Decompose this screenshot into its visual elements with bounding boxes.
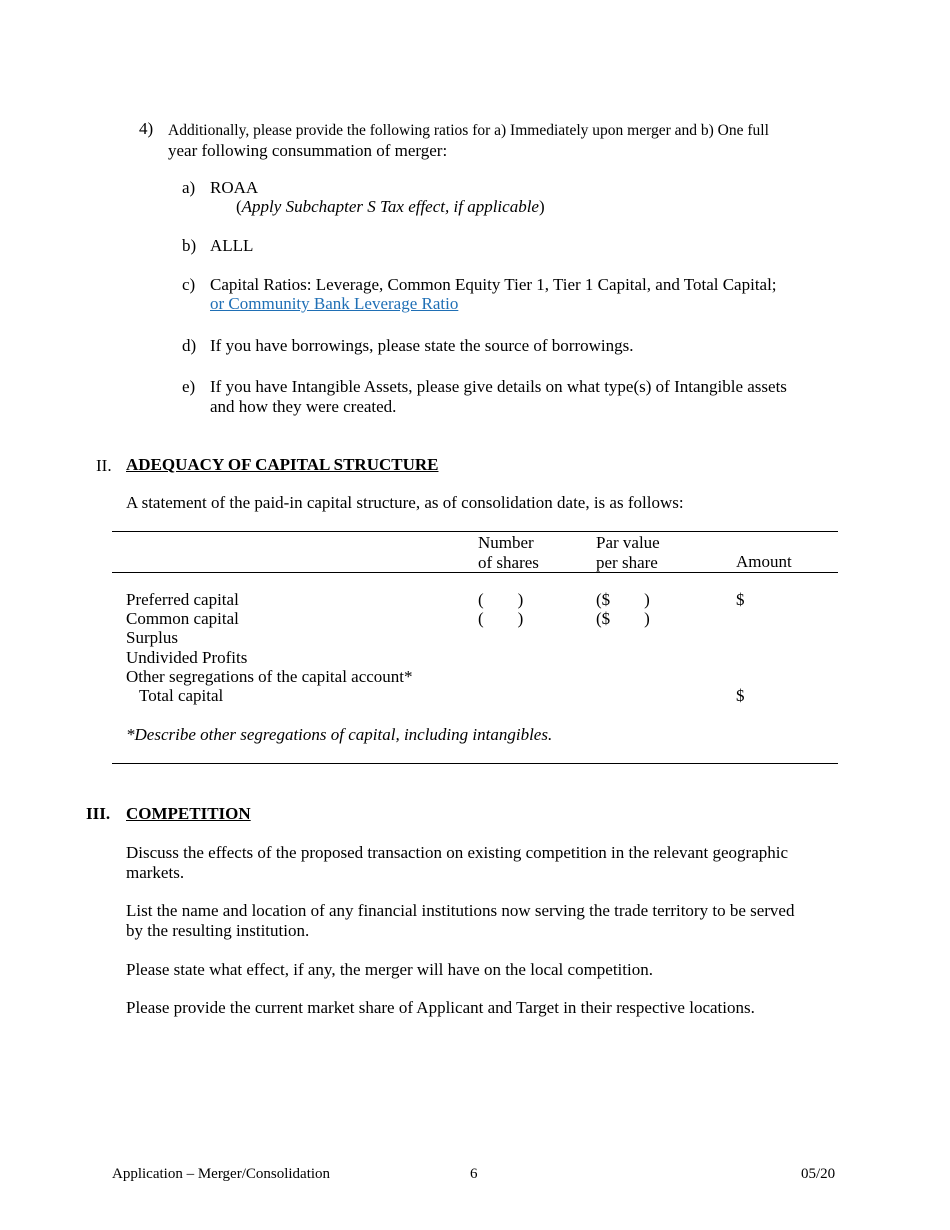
row-label-preferred: Preferred capital: [126, 590, 239, 609]
row-amount-preferred: $: [736, 590, 745, 609]
item-a-note: (Apply Subchapter S Tax effect, if applicable): [236, 197, 545, 216]
row-par-preferred: ($ ): [596, 590, 650, 609]
row-label-surplus: Surplus: [126, 628, 178, 647]
header-amount: Amount: [736, 552, 792, 571]
item-e-text: [210, 377, 840, 416]
item-d-letter: d): [182, 336, 197, 355]
competition-paragraph-4: Please provide the current market share of Applicant and Target in their respective locations.: [126, 998, 755, 1017]
competition-paragraph-2: [126, 901, 840, 940]
community-bank-leverage-ratio-link[interactable]: or Community Bank Leverage Ratio: [210, 294, 459, 313]
table-footnote: *Describe other segregations of capital, including intangibles.: [126, 725, 553, 744]
table-bottom-rule: [112, 763, 838, 764]
footer-form-title: Application – Merger/Consolidation: [112, 1166, 331, 1182]
footer-page-number: 6: [470, 1166, 478, 1182]
paragraph-2-line2: by the resulting institution.: [126, 920, 310, 940]
item-c-text: Capital Ratios: Leverage, Common Equity Tier 1, Tier 1 Capital, and Total Capital;: [210, 275, 777, 294]
row-amount-total: $: [736, 686, 745, 705]
section-2-title: ADEQUACY OF CAPITAL STRUCTURE: [126, 455, 439, 474]
item-d-text: If you have borrowings, please state the source of borrowings.: [210, 336, 634, 355]
item-a-note-text: Apply Subchapter S Tax effect, if applicable: [241, 197, 539, 216]
footer-date: 05/20: [801, 1166, 836, 1182]
section-3-number: III.: [86, 804, 111, 823]
item-c-letter: c): [182, 275, 196, 294]
row-shares-common: ( ): [478, 609, 524, 628]
item-4-intro: [168, 120, 838, 160]
row-label-other-segregations: Other segregations of the capital account*: [126, 667, 413, 686]
row-label-total-capital: Total capital: [139, 686, 224, 705]
row-shares-preferred: ( ): [478, 590, 524, 609]
item-a-text: ROAA: [210, 178, 259, 197]
table-top-rule: [112, 531, 838, 532]
paragraph-1-line1: Discuss the effects of the proposed transaction on existing competition in the relevant geographic: [126, 843, 789, 862]
item-e-line1: If you have Intangible Assets, please give details on what type(s) of Intangible assets: [210, 377, 787, 396]
item-a-letter: a): [182, 178, 196, 197]
paragraph-1-line2: markets.: [126, 862, 185, 882]
table-header-rule: [112, 572, 838, 573]
item-e-letter: e): [182, 377, 196, 396]
item-4-intro-line1: Additionally, please provide the following ratios for a) Immediately upon merger and b) One full: [168, 122, 769, 139]
competition-paragraph-1: [126, 843, 840, 882]
section-3-title: COMPETITION: [126, 804, 251, 823]
header-par-value: [596, 533, 660, 572]
item-b-letter: b): [182, 236, 197, 255]
header-par-line2: per share: [596, 552, 658, 572]
header-shares-line1: Number: [478, 533, 534, 552]
item-b-text: ALLL: [210, 236, 254, 255]
header-number-of-shares: [478, 533, 539, 572]
paragraph-2-line1: List the name and location of any financial institutions now serving the trade territory to be served: [126, 901, 795, 920]
section-2-number: II.: [96, 456, 112, 475]
section-2-intro: A statement of the paid-in capital structure, as of consolidation date, is as follows:: [126, 493, 684, 512]
row-label-common: Common capital: [126, 609, 239, 628]
item-e-line2: and how they were created.: [210, 396, 397, 416]
row-par-common: ($ ): [596, 609, 650, 628]
row-label-undivided-profits: Undivided Profits: [126, 648, 248, 667]
item-number-4: 4): [139, 119, 154, 138]
competition-paragraph-3: Please state what effect, if any, the merger will have on the local competition.: [126, 960, 653, 979]
header-par-line1: Par value: [596, 533, 660, 552]
header-shares-line2: of shares: [478, 552, 539, 572]
item-4-intro-line2: year following consummation of merger:: [168, 140, 448, 160]
